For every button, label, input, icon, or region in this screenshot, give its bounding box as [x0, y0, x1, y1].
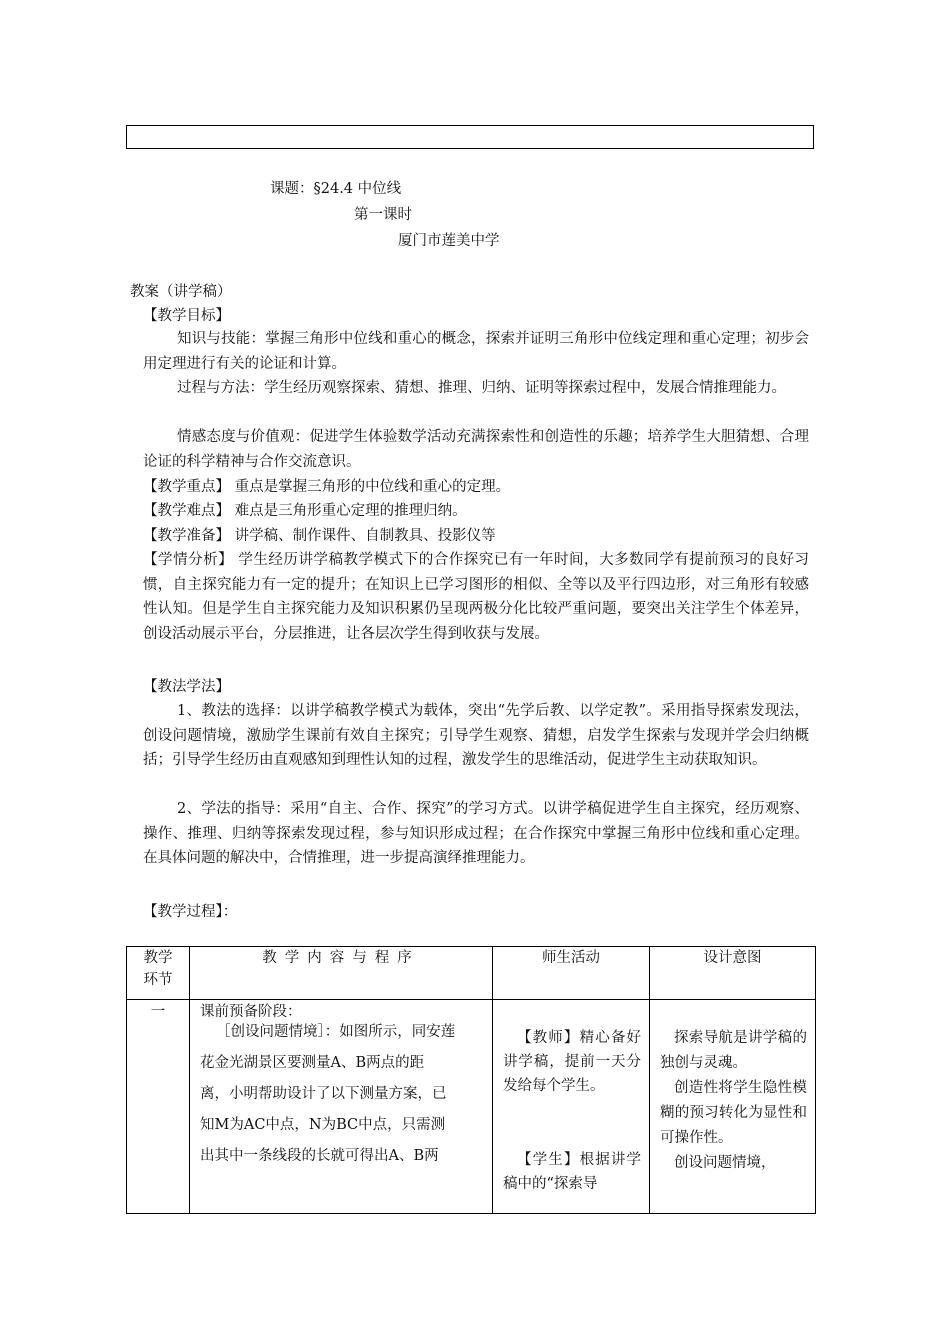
- activity-cell: [493, 1000, 650, 1214]
- goal-process: [143, 376, 809, 401]
- difficulty: 【教学难点】 难点是三角形重心定理的推理归纳。: [143, 503, 467, 519]
- key-point: 【教学重点】 重点是掌握三角形的中位线和重心的定理。: [143, 479, 511, 495]
- header-content: 教学内容与程序: [190, 947, 493, 1000]
- activity-block: [493, 1000, 649, 1196]
- intent-block: [650, 1000, 815, 1176]
- process-heading: 【教学过程】：: [143, 904, 238, 920]
- header-stage: [127, 947, 190, 1000]
- preparation: 【教学准备】 讲学稿、制作课件、自制教具、投影仪等: [143, 528, 496, 544]
- content-line: 出其中一条线段的长就可得出A、B两: [200, 1148, 439, 1164]
- header-activity: 师生活动: [493, 947, 650, 1000]
- activity-teacher: 【教师】精心备好讲学稿，提前一天分发给每个学生。: [503, 1030, 641, 1094]
- goals-heading: 【教学目标】: [143, 308, 230, 324]
- document-type: 教案（讲学稿）: [130, 284, 232, 300]
- goal-emotion: [143, 425, 809, 474]
- activity-student: 【学生】根据讲学稿中的“探索导: [503, 1152, 641, 1192]
- methods-heading: 【教法学法】: [143, 679, 230, 695]
- content-cell: [190, 1000, 493, 1214]
- header-intent: 设计意图: [650, 947, 816, 1000]
- table-header-row: [127, 947, 816, 1000]
- goal-emotion-text: 情感态度与价值观：促进学生体验数学活动充满探索性和创造性的乐趣；培养学生大胆猜想、合理论证的科学精神与合作交流意识。: [143, 429, 809, 470]
- top-blank-box: [126, 125, 814, 149]
- student-analysis: 【学情分析】 学生经历讲学稿教学模式下的合作探究已有一年时间，大多数同学有提前预习的良好习惯，自主探究能力有一定的提升；在知识上已学习图形的相似、全等以及平行四边形，对三角形有较感性认知。但是学生自主探究能力及知识积累仍呈现两极分化比较严重问题，要突出关注学生个体差异，创设活动展示平台，分层推进，让各层次学生得到收获与发展。: [143, 552, 809, 642]
- content-line: 花金光湖景区要测量A、B两点的距: [200, 1055, 425, 1071]
- content-line: 离，小明帮助设计了以下测量方案，已: [200, 1086, 447, 1102]
- method-teach: [143, 699, 809, 773]
- header-stage-text: 教学环节: [143, 950, 173, 988]
- content-line: 知M为AC中点，N为BC中点，只需测: [200, 1117, 446, 1133]
- content-line: ［创设问题情境］：如图所示，同安莲: [216, 1024, 456, 1040]
- content-line: 课前预备阶段：: [200, 1004, 302, 1020]
- intent-paragraph: 探索导航是讲学稿的独创与灵魂。: [660, 1030, 807, 1071]
- process-table: [126, 946, 816, 1214]
- table-row: [127, 1000, 816, 1214]
- method-learn-text: 2、学法的指导：采用“自主、合作、探究”的学习方式。以讲学稿促进学生自主探究，经历观察、操作、推理、归纳等探索发现过程，参与知识形成过程；在合作探究中掌握三角形中位线和重心定理。在具体问题的解决中，合情推理，进一步提高演绎推理能力。: [143, 801, 809, 866]
- stage-number: 一: [127, 1000, 190, 1214]
- goal-knowledge-text: 知识与技能：掌握三角形中位线和重心的概念，探索并证明三角形中位线定理和重心定理；初步会用定理进行有关的论证和计算。: [143, 331, 809, 372]
- intent-paragraph: 创造性将学生隐性模糊的预习转化为显性和可操作性。: [660, 1080, 807, 1146]
- method-learn: [143, 797, 809, 871]
- activity-gap: [503, 1098, 641, 1148]
- lesson-number: 第一课时: [354, 207, 412, 223]
- content-block: [190, 1000, 492, 1172]
- intent-paragraph: 创设问题情境，: [674, 1155, 776, 1171]
- school-name: 厦门市莲美中学: [398, 233, 500, 249]
- method-teach-text: 1、教法的选择：以讲学稿教学模式为载体，突出“先学后教、以学定教”。采用指导探索发现法，创设问题情境，激励学生课前有效自主探究；引导学生观察、猜想，启发学生探索与发现并学会归纳概括；引导学生经历由直观感知到理性认知的过程，激发学生的思维活动，促进学生主动获取知识。: [143, 703, 809, 768]
- course-title: 课题：§24.4 中位线: [270, 181, 402, 197]
- goal-knowledge: [143, 327, 809, 376]
- intent-cell: [650, 1000, 816, 1214]
- goal-process-text: 过程与方法：学生经历观察探索、猜想、推理、归纳、证明等探索过程中，发展合情推理能力。: [177, 380, 786, 396]
